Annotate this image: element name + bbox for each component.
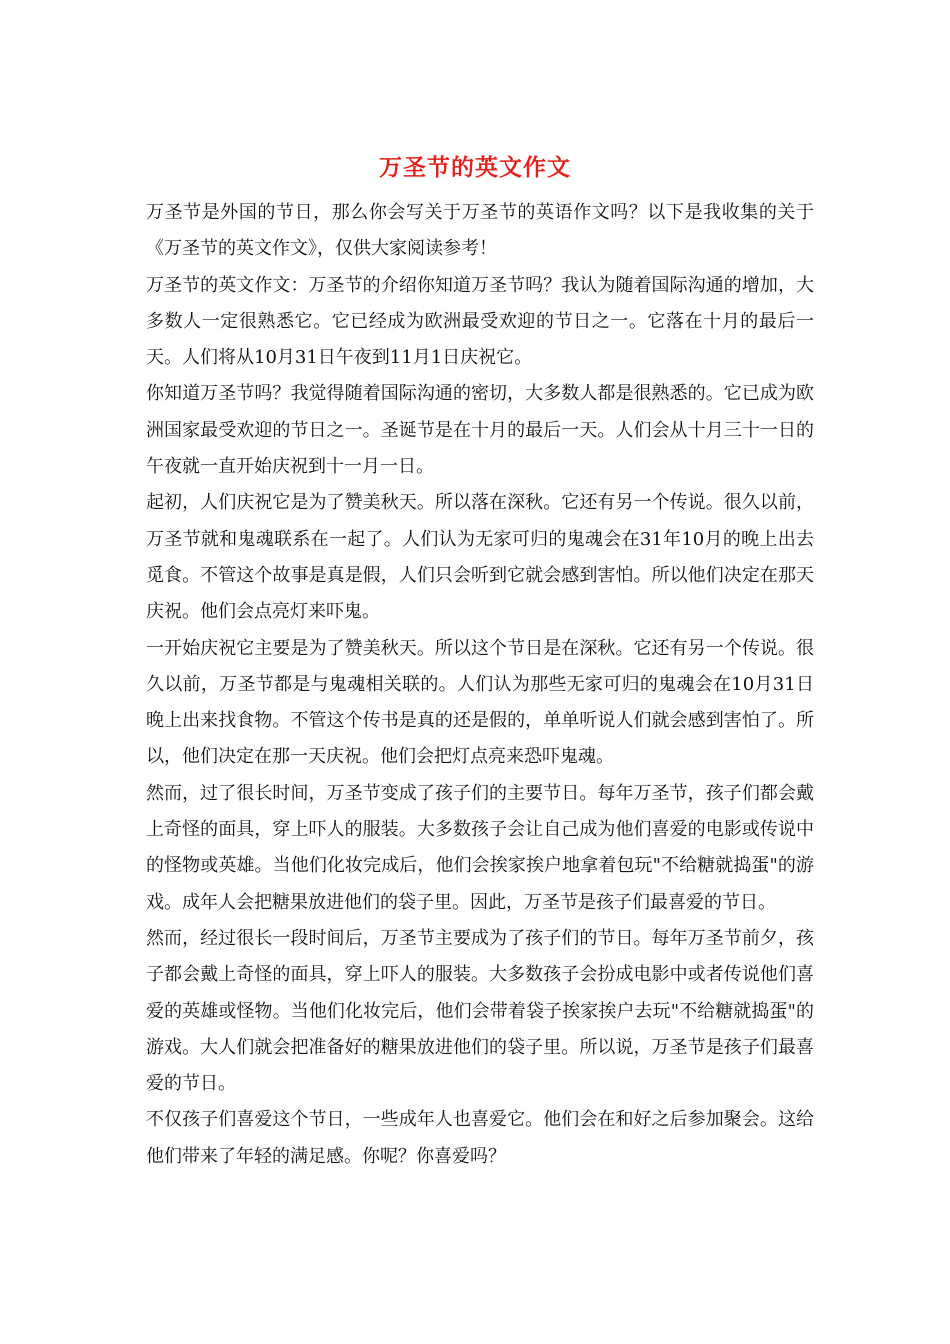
paragraph-conclusion: 不仅孩子们喜爱这个节日，一些成年人也喜爱它。他们会在和好之后参加聚会。这给他们带来了年轻的满足感。你呢？你喜爱吗？ (146, 1109, 814, 1167)
paragraph-origin-alt: 一开始庆祝它主要是为了赞美秋天。所以这个节日是在深秋。它还有另一个传说。很久以前，万圣节都是与鬼魂相关联的。人们认为那些无家可归的鬼魂会在10月31日晚上出来找食物。不管这个传书是真的还是假的，单单听说人们就会感到害怕了。所以，他们决定在那一天庆祝。他们会把灯点亮来恐吓鬼魂。 (146, 637, 814, 768)
paragraph-introduction: 万圣节的英文作文：万圣节的介绍你知道万圣节吗？我认为随着国际沟通的增加，大多数人一定很熟悉它。它已经成为欧洲最受欢迎的节日之一。它落在十月的最后一天。人们将从10月31日午夜到11月1日庆祝它。 (146, 274, 814, 369)
paragraph-intro: 万圣节是外国的节日，那么你会写关于万圣节的英语作文吗？以下是我收集的关于《万圣节的英文作文》，仅供大家阅读参考！ (146, 202, 814, 260)
document-body (146, 195, 814, 1175)
paragraph-origin: 起初，人们庆祝它是为了赞美秋天。所以落在深秋。它还有另一个传说。很久以前，万圣节就和鬼魂联系在一起了。人们认为无家可归的鬼魂会在31年10月的晚上出去觅食。不管这个故事是真是假，人们只会听到它就会感到害怕。所以他们决定在那天庆祝。他们会点亮灯来吓鬼。 (146, 492, 814, 623)
paragraph-children-festival: 然而，过了很长时间，万圣节变成了孩子们的主要节日。每年万圣节，孩子们都会戴上奇怪的面具，穿上吓人的服装。大多数孩子会让自己成为他们喜爱的电影或传说中的怪物或英雄。当他们化妆完成后，他们会挨家挨户地拿着包玩"不给糖就捣蛋"的游戏。成年人会把糖果放进他们的袋子里。因此，万圣节是孩子们最喜爱的节日。 (146, 782, 814, 913)
document-title: 万圣节的英文作文 (379, 154, 571, 181)
paragraph-children-festival-alt: 然而，经过很长一段时间后，万圣节主要成为了孩子们的节日。每年万圣节前夕，孩子都会戴上奇怪的面具，穿上吓人的服装。大多数孩子会扮成电影中或者传说他们喜爱的英雄或怪物。当他们化妆完后，他们会带着袋子挨家挨户去玩"不给糖就捣蛋"的游戏。大人们就会把准备好的糖果放进他们的袋子里。所以说，万圣节是孩子们最喜爱的节日。 (146, 927, 814, 1095)
paragraph-do-you-know: 你知道万圣节吗？我觉得随着国际沟通的密切，大多数人都是很熟悉的。它已成为欧洲国家最受欢迎的节日之一。圣诞节是在十月的最后一天。人们会从十月三十一日的午夜就一直开始庆祝到十一月一日。 (146, 383, 814, 478)
